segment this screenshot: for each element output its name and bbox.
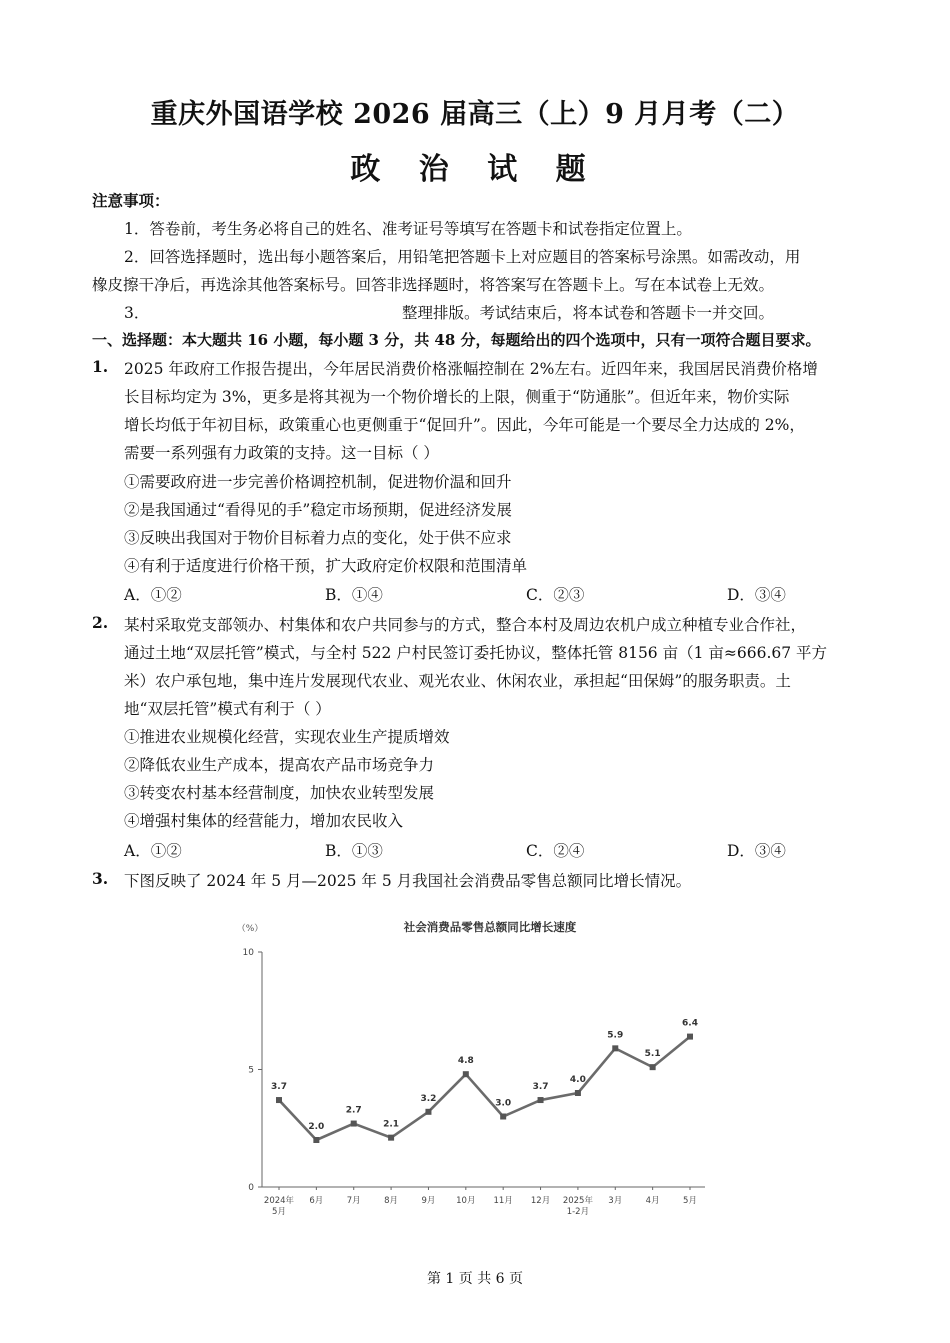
- q2-option-a: A．①②: [124, 842, 182, 860]
- notice-item-2-cont: 橡皮擦干净后，再选涂其他答案标号。回答非选择题时，将答案写在答题卡上。写在本试卷上无效。: [92, 276, 775, 294]
- q2-option-d: D．③④: [727, 842, 786, 860]
- q2-option-c: C．②④: [526, 842, 585, 860]
- data-label: 5.1: [644, 1049, 661, 1060]
- q1-line-2: 长目标均定为 3%，更多是将其视为一个物价增长的上限，侧重于“防通胀”。但近年来，物价实际: [124, 388, 790, 406]
- data-point: [538, 1097, 544, 1103]
- data-label: 6.4: [682, 1018, 698, 1029]
- subject-title: 政 治 试 题: [350, 152, 600, 187]
- q2-line-4: 地“双层托管”模式有利于（ ）: [124, 700, 331, 718]
- data-label: 3.7: [532, 1082, 549, 1093]
- q3-number: 3.: [92, 869, 109, 888]
- chart-marks: [271, 1019, 698, 1143]
- q1-statement-1: ①需要政府进一步完善价格调控机制，促进物价温和回升: [124, 473, 512, 491]
- q1-option-b: B．①④: [325, 586, 383, 604]
- x-tick-label: 3月: [608, 1196, 623, 1206]
- notice-item-2: 2．回答选择题时，选出每小题答案后，用铅笔把答题卡上对应题目的答案标号涂黑。如需改动，用: [124, 248, 801, 266]
- data-label: 3.0: [495, 1098, 512, 1109]
- q1-statement-2: ②是我国通过“看得见的手”稳定市场预期，促进经济发展: [124, 501, 512, 519]
- q3-line-1: 下图反映了 2024 年 5 月—2025 年 5 月我国社会消费品零售总额同比增长情况。: [124, 872, 692, 890]
- x-tick-label: 5月: [272, 1207, 286, 1217]
- data-point: [463, 1071, 469, 1077]
- q2-line-1: 某村采取党支部领办、村集体和农户共同参与的方式，整合本村及周边农机户成立种植专业合作社，: [124, 616, 807, 634]
- q1-option-d: D．③④: [727, 586, 786, 604]
- notice-item-3-num: 3．: [124, 304, 150, 322]
- q2-statement-4: ④增强村集体的经营能力，增加农民收入: [124, 812, 404, 830]
- x-tick-label: 4月: [645, 1196, 660, 1206]
- q1-option-c: C．②③: [526, 586, 585, 604]
- data-point: [612, 1045, 618, 1051]
- x-tick-label: 7月: [346, 1196, 361, 1206]
- q1-line-3: 增长均低于年初目标，政策重心也更侧重于“促回升”。因此，今年可能是一个要尽全力达成的 2%，: [124, 416, 805, 434]
- section-heading: 一、选择题：本大题共 16 小题，每小题 3 分，共 48 分，每题给出的四个选项中，只有一项符合题目要求。: [92, 331, 821, 349]
- q1-statement-4: ④有利于适度进行价格干预，扩大政府定价权限和范围清单: [124, 557, 528, 575]
- q2-number: 2.: [92, 613, 109, 632]
- data-point: [575, 1090, 581, 1096]
- notice-item-1: 1．答卷前，考生务必将自己的姓名、准考证号等填写在答题卡和试卷指定位置上。: [124, 220, 692, 238]
- data-label: 4.8: [457, 1056, 474, 1067]
- page-title: 重庆外国语学校 2026 届高三（上）9 月月考（二）: [150, 99, 800, 130]
- data-point: [425, 1109, 431, 1115]
- x-tick-label: 5月: [683, 1196, 697, 1206]
- y-tick-label: 5: [248, 1065, 254, 1076]
- data-point: [313, 1137, 319, 1143]
- retail-sales-growth-chart: [220, 910, 720, 1225]
- x-tick-label: 11月: [493, 1196, 513, 1206]
- x-tick-label: 6月: [309, 1196, 324, 1206]
- data-point: [500, 1114, 506, 1120]
- q2-statement-2: ②降低农业生产成本，提高农产品市场竞争力: [124, 756, 435, 774]
- notice-item-3-text: 整理排版。考试结束后，将本试卷和答题卡一并交回。: [402, 304, 775, 322]
- y-tick-label: 0: [248, 1183, 254, 1193]
- x-tick-label: 9月: [421, 1196, 436, 1206]
- x-tick-label: 1-2月: [566, 1207, 590, 1217]
- data-point: [687, 1034, 693, 1040]
- x-tick-label: 10月: [456, 1196, 476, 1206]
- notice-heading: 注意事项：: [92, 191, 170, 210]
- data-point: [650, 1064, 656, 1070]
- x-tick-label: 2024年: [263, 1196, 295, 1206]
- data-label: 2.1: [383, 1119, 400, 1130]
- q1-number: 1.: [92, 357, 109, 376]
- chart-title: 社会消费品零售总额同比增长速度: [403, 920, 577, 934]
- q1-option-a: A．①②: [124, 586, 182, 604]
- x-tick-label: 8月: [384, 1196, 399, 1206]
- q2-statement-3: ③转变农村基本经营制度，加快农业转型发展: [124, 784, 435, 802]
- q1-line-4: 需要一系列强有力政策的支持。这一目标（ ）: [124, 444, 439, 462]
- x-tick-label: 12月: [530, 1196, 551, 1206]
- data-label: 3.7: [271, 1082, 287, 1093]
- data-label: 2.7: [345, 1105, 362, 1116]
- series-line: [279, 1037, 690, 1140]
- q1-line-1: 2025 年政府工作报告提出，今年居民消费价格涨幅控制在 2%左右。近四年来，我国居民消费价格增: [124, 360, 818, 378]
- x-tick-label: 2025年: [562, 1196, 593, 1206]
- q2-statement-1: ①推进农业规模化经营，实现农业生产提质增效: [124, 728, 450, 746]
- page-footer: 第 1 页 共 6 页: [426, 1271, 524, 1287]
- data-label: 3.2: [420, 1093, 437, 1104]
- data-point: [351, 1121, 357, 1127]
- q2-line-3: 米）农户承包地，集中连片发展现代农业、观光农业、休闲农业，承担起“田保姆”的服务职责。土: [124, 672, 791, 690]
- chart-y-unit: （%）: [236, 924, 264, 934]
- q2-option-b: B．①③: [325, 842, 383, 860]
- q1-statement-3: ③反映出我国对于物价目标着力点的变化，处于供不应求: [124, 529, 512, 547]
- q2-line-2: 通过土地“双层托管”模式，与全村 522 户村民签订委托协议，整体托管 8156 亩（1 亩≈666.67 平方: [124, 644, 828, 662]
- data-point: [276, 1097, 282, 1103]
- data-point: [388, 1135, 394, 1141]
- data-label: 5.9: [607, 1030, 624, 1041]
- data-label: 2.0: [308, 1122, 325, 1132]
- y-tick-label: 10: [242, 948, 254, 958]
- data-label: 4.0: [569, 1075, 586, 1085]
